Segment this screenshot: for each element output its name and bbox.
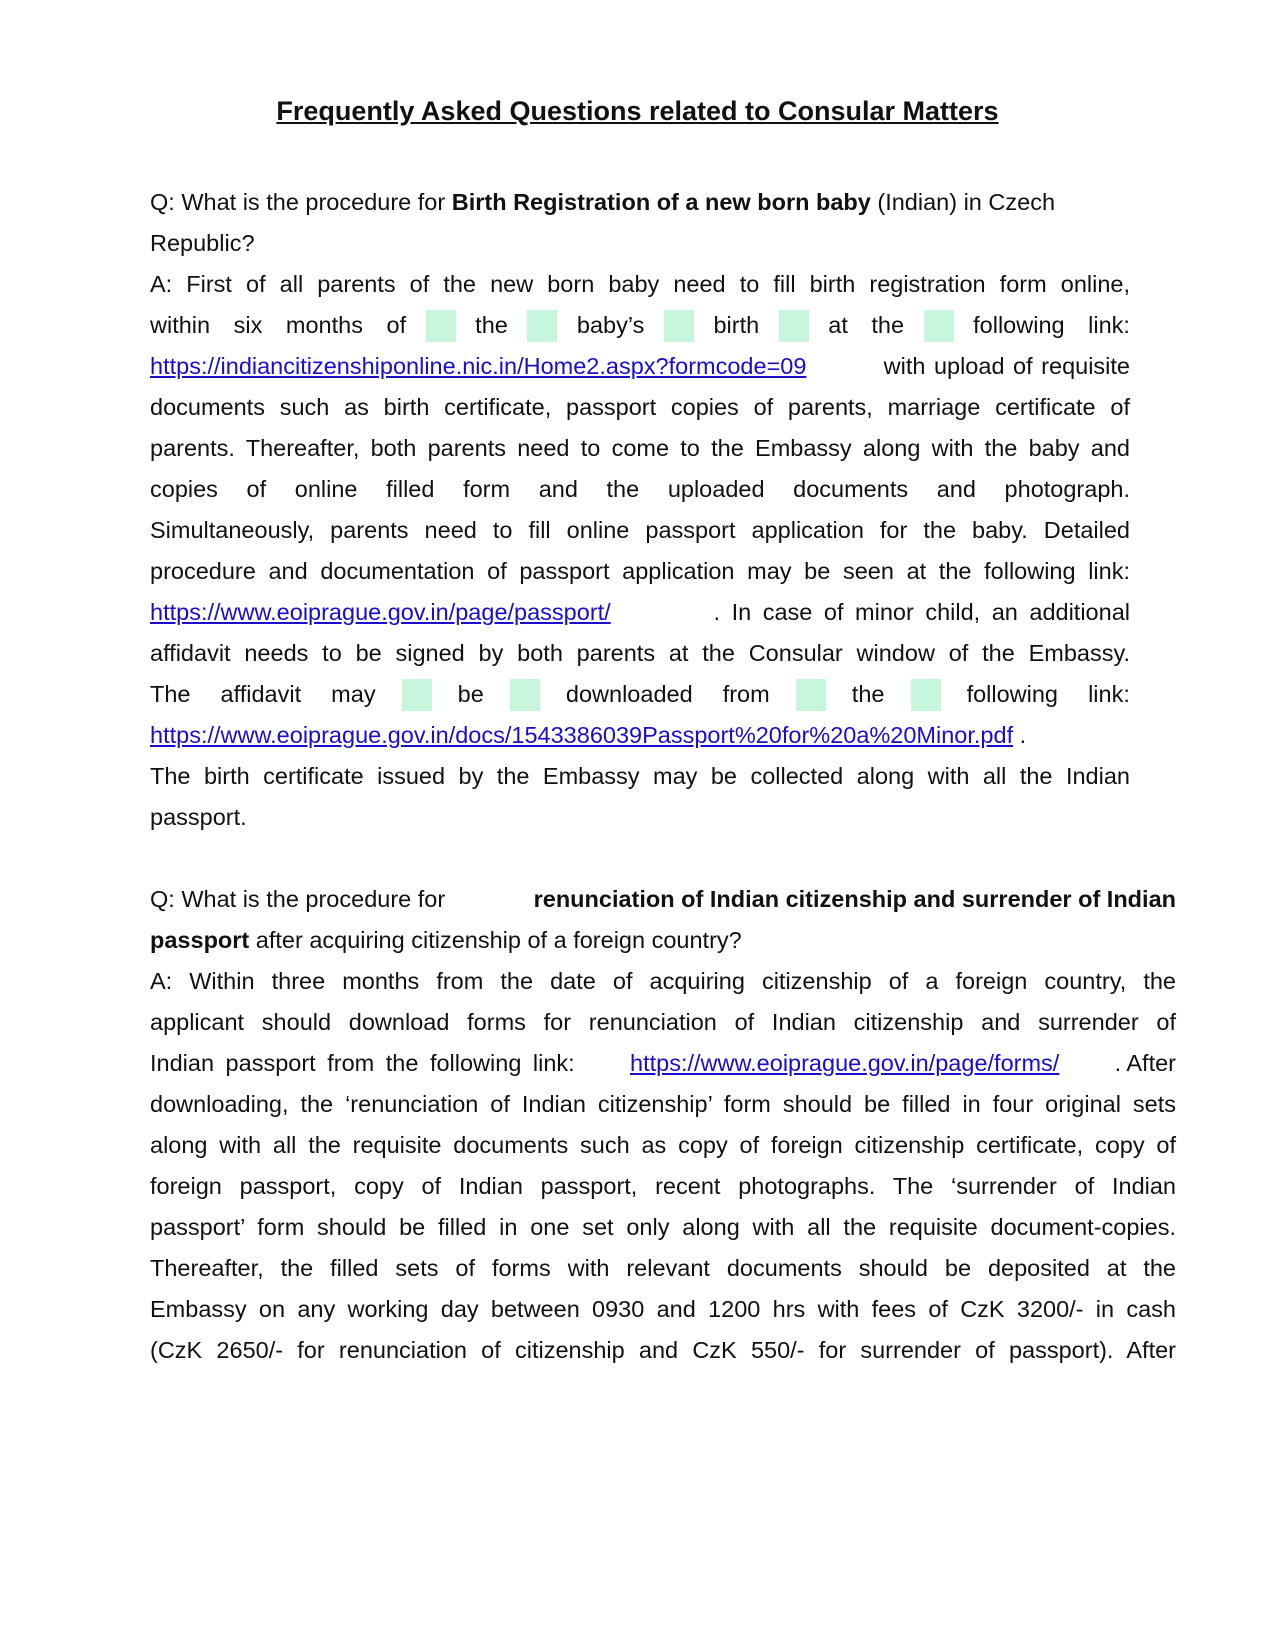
- word: months: [285, 312, 363, 338]
- word: the: [851, 681, 885, 707]
- faq1-answer-line: procedure and documentation of passport application may be seen at the following link:: [150, 558, 1130, 584]
- word: downloaded: [565, 681, 693, 707]
- faq2-answer-text: . After: [1114, 1050, 1176, 1076]
- word: the: [871, 312, 905, 338]
- faq2-answer-line: Embassy on any working day between 0930 and 1200 hrs with fees of CzK 3200/- in cash: [150, 1296, 1176, 1322]
- faq1-answer-line: Simultaneously, parents need to fill online passport application for the baby. Detailed: [150, 517, 1130, 543]
- faq2-question-bold: passport: [150, 927, 250, 953]
- highlight-gap: [527, 310, 557, 342]
- minor-passport-pdf-link[interactable]: https://www.eoiprague.gov.in/docs/1543386039Passport%20for%20a%20Minor.pdf: [150, 722, 1014, 748]
- highlight-gap: [510, 679, 540, 711]
- faq1-answer-text: . In case of minor child, an additional: [713, 599, 1130, 625]
- faq2-answer-line: (CzK 2650/- for renunciation of citizenship and CzK 550/- for surrender of passport). After: [150, 1337, 1176, 1363]
- highlight-gap: [426, 310, 456, 342]
- faq2-question-line2: [150, 919, 742, 962]
- faq2-answer-line: downloading, the ‘renunciation of Indian citizenship’ form should be filled in four original sets: [150, 1091, 1176, 1117]
- faq1-question-suffix: (Indian) in Czech: [870, 189, 1056, 215]
- word: following: [973, 312, 1065, 338]
- word: be: [457, 681, 484, 707]
- faq1-answer-text: .: [1013, 722, 1027, 748]
- faq1-answer-line-words: [150, 673, 1130, 716]
- highlight-gap: [402, 679, 432, 711]
- faq2-answer-line: passport’ form should be filled in one set only along with all the requisite document-copies.: [150, 1214, 1176, 1240]
- faq2-question-bold: renunciation of Indian citizenship and surrender of Indian: [533, 886, 1176, 912]
- word: within: [150, 312, 211, 338]
- faq1-question-line1: [150, 181, 1055, 224]
- faq2-answer-line: foreign passport, copy of Indian passport, recent photographs. The ‘surrender of Indian: [150, 1173, 1176, 1199]
- faq1-answer-line: The birth certificate issued by the Embassy may be collected along with all the Indian: [150, 763, 1130, 789]
- word: link:: [1088, 312, 1130, 338]
- word: baby’s: [576, 312, 645, 338]
- word: of: [386, 312, 407, 338]
- highlight-gap: [664, 310, 694, 342]
- faq2-question-suffix: after acquiring citizenship of a foreign country?: [249, 927, 742, 953]
- faq2-answer-text: Indian passport from the following link:: [150, 1050, 575, 1076]
- highlight-gap: [911, 679, 941, 711]
- faq2-answer-line-link: [150, 1042, 1176, 1085]
- birth-registration-link[interactable]: https://indiancitizenshiponline.nic.in/Home2.aspx?formcode=09: [150, 353, 807, 379]
- highlight-gap: [779, 310, 809, 342]
- word: link:: [1088, 681, 1130, 707]
- faq1-answer-text: with upload of requisite: [883, 353, 1130, 379]
- faq1-answer-line: documents such as birth certificate, passport copies of parents, marriage certificate of: [150, 394, 1130, 420]
- faq1-question-prefix: Q: What is the procedure for: [150, 189, 452, 215]
- faq2-answer-line: A: Within three months from the date of acquiring citizenship of a foreign country, the: [150, 968, 1176, 994]
- faq1-question-bold: Birth Registration of a new born baby: [451, 189, 871, 215]
- faq2-question-prefix: Q: What is the procedure for: [150, 886, 452, 912]
- highlight-gap: [796, 679, 826, 711]
- word: The: [150, 681, 191, 707]
- faq1-answer-line: parents. Thereafter, both parents need to come to the Embassy along with the baby and: [150, 435, 1130, 461]
- faq2-question-line1: [150, 878, 1176, 921]
- word: six: [233, 312, 263, 338]
- faq1-answer-line: affidavit needs to be signed by both parents at the Consular window of the Embassy.: [150, 640, 1130, 666]
- word: the: [475, 312, 508, 338]
- faq2-answer-line: Thereafter, the filled sets of forms with relevant documents should be deposited at the: [150, 1255, 1176, 1281]
- faq1-answer-line-words: [150, 304, 1130, 347]
- faq1-answer-line-link1: [150, 345, 1130, 388]
- faq2-answer-line: applicant should download forms for renunciation of Indian citizenship and surrender of: [150, 1009, 1176, 1035]
- word: following: [966, 681, 1059, 707]
- forms-page-link[interactable]: https://www.eoiprague.gov.in/page/forms/: [630, 1050, 1060, 1076]
- word: at: [828, 312, 848, 338]
- faq1-question-line2: Republic?: [150, 230, 255, 256]
- faq1-answer-line: A: First of all parents of the new born baby need to fill birth registration form online,: [150, 271, 1130, 297]
- faq1-answer-line: copies of online filled form and the uploaded documents and photograph.: [150, 476, 1130, 502]
- word: may: [331, 681, 376, 707]
- faq2-answer-line: along with all the requisite documents such as copy of foreign citizenship certificate, copy of: [150, 1132, 1176, 1158]
- word: from: [722, 681, 770, 707]
- faq1-answer-line-link2: [150, 591, 1130, 634]
- highlight-gap: [924, 310, 954, 342]
- faq1-answer-line: passport.: [150, 804, 247, 830]
- page-title: Frequently Asked Questions related to Consular Matters: [276, 96, 999, 126]
- word: affidavit: [220, 681, 302, 707]
- faq1-answer-line-link3: [150, 714, 1026, 757]
- passport-page-link[interactable]: https://www.eoiprague.gov.in/page/passport/: [150, 599, 611, 625]
- word: birth: [713, 312, 760, 338]
